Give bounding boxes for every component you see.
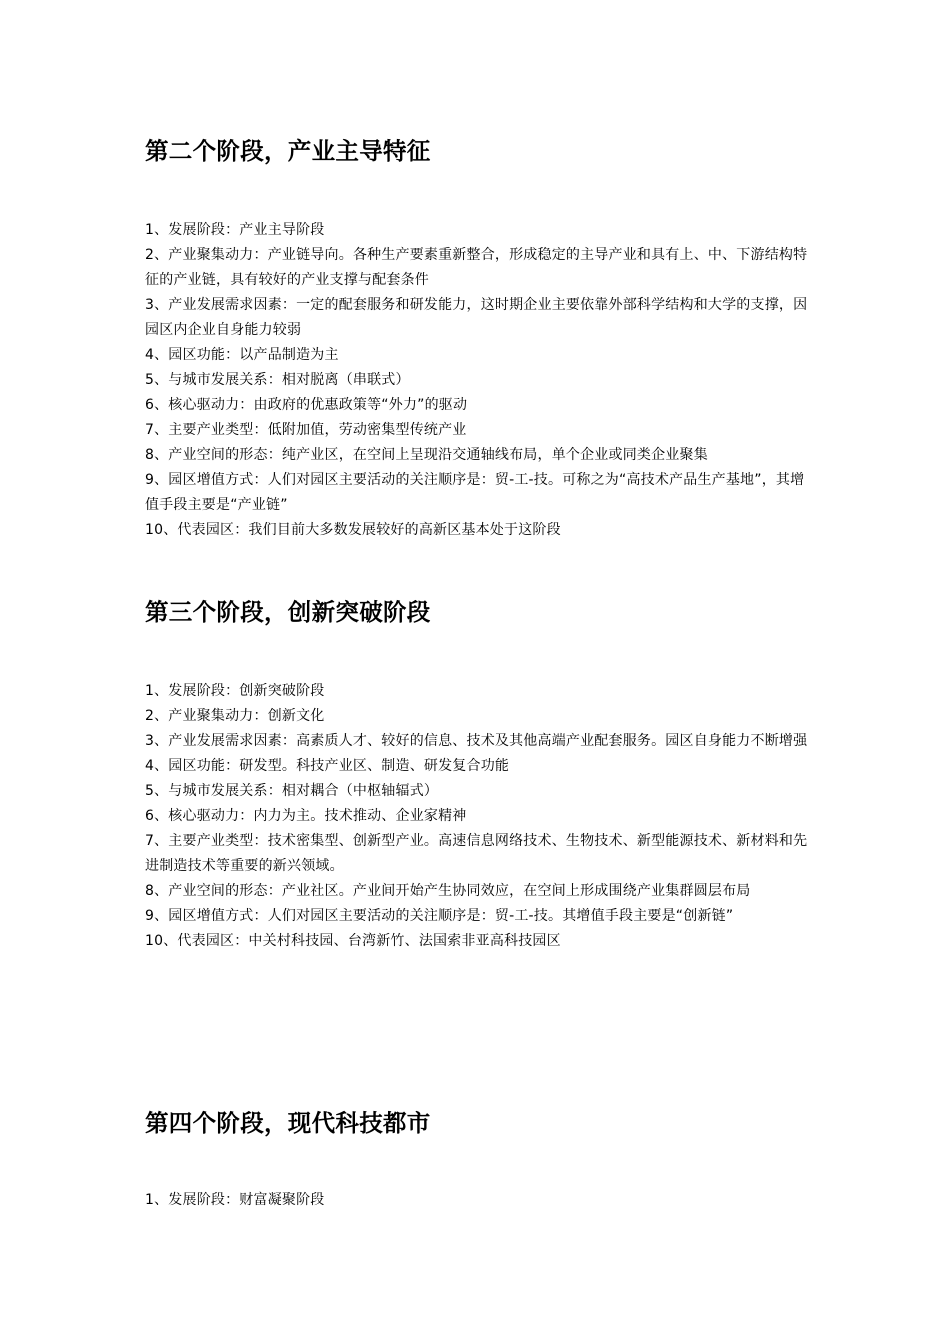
list-item: 9、园区增值方式：人们对园区主要活动的关注顺序是：贸-工-技。可称之为“高技术产品生产基地”，其增值手段主要是“产业链” <box>145 472 805 513</box>
section-heading: 第四个阶段，现代科技都市 <box>145 1109 431 1137</box>
section-stage-four <box>145 1108 810 1213</box>
stage-three-list <box>145 679 810 954</box>
section-heading: 第二个阶段，产业主导特征 <box>145 137 431 165</box>
list-item: 1、发展阶段：财富凝聚阶段 <box>145 1192 325 1208</box>
list-item: 5、与城市发展关系：相对耦合（中枢轴辐式） <box>145 783 439 799</box>
list-item: 2、产业聚集动力：产业链导向。各种生产要素重新整合，形成稳定的主导产业和具有上、中、下游结构特征的产业链，具有较好的产业支撑与配套条件 <box>145 247 808 288</box>
stage-two-list <box>145 218 810 543</box>
stage-four-list <box>145 1188 810 1213</box>
list-item: 7、主要产业类型：技术密集型、创新型产业。高速信息网络技术、生物技术、新型能源技术、新材料和先进制造技术等重要的新兴领域。 <box>145 833 808 874</box>
list-item: 5、与城市发展关系：相对脱离（串联式） <box>145 372 410 388</box>
list-item: 7、主要产业类型：低附加值，劳动密集型传统产业 <box>145 422 467 438</box>
list-item: 9、园区增值方式：人们对园区主要活动的关注顺序是：贸-工-技。其增值手段主要是“创新链” <box>145 908 734 924</box>
list-item: 6、核心驱动力：内力为主。技术推动、企业家精神 <box>145 808 467 824</box>
section-stage-three <box>145 597 810 954</box>
section-stage-two <box>145 136 810 543</box>
list-item: 3、产业发展需求因素：一定的配套服务和研发能力，这时期企业主要依靠外部科学结构和大学的支撑，因园区内企业自身能力较弱 <box>145 297 808 338</box>
list-item: 4、园区功能：研发型。科技产业区、制造、研发复合功能 <box>145 758 510 774</box>
list-item: 8、产业空间的形态：纯产业区，在空间上呈现沿交通轴线布局，单个企业或同类企业聚集 <box>145 447 708 463</box>
list-item: 2、产业聚集动力：创新文化 <box>145 708 325 724</box>
list-item: 10、代表园区：我们目前大多数发展较好的高新区基本处于这阶段 <box>145 522 561 538</box>
list-item: 6、核心驱动力：由政府的优惠政策等“外力”的驱动 <box>145 397 468 413</box>
list-item: 8、产业空间的形态：产业社区。产业间开始产生协同效应，在空间上形成围绕产业集群圆层布局 <box>145 883 751 899</box>
list-item: 1、发展阶段：产业主导阶段 <box>145 222 325 238</box>
section-heading: 第三个阶段，创新突破阶段 <box>145 598 431 626</box>
list-item: 4、园区功能：以产品制造为主 <box>145 347 339 363</box>
list-item: 3、产业发展需求因素：高素质人才、较好的信息、技术及其他高端产业配套服务。园区自身能力不断增强 <box>145 733 808 749</box>
list-item: 10、代表园区：中关村科技园、台湾新竹、法国索非亚高科技园区 <box>145 933 561 949</box>
list-item: 1、发展阶段：创新突破阶段 <box>145 683 325 699</box>
